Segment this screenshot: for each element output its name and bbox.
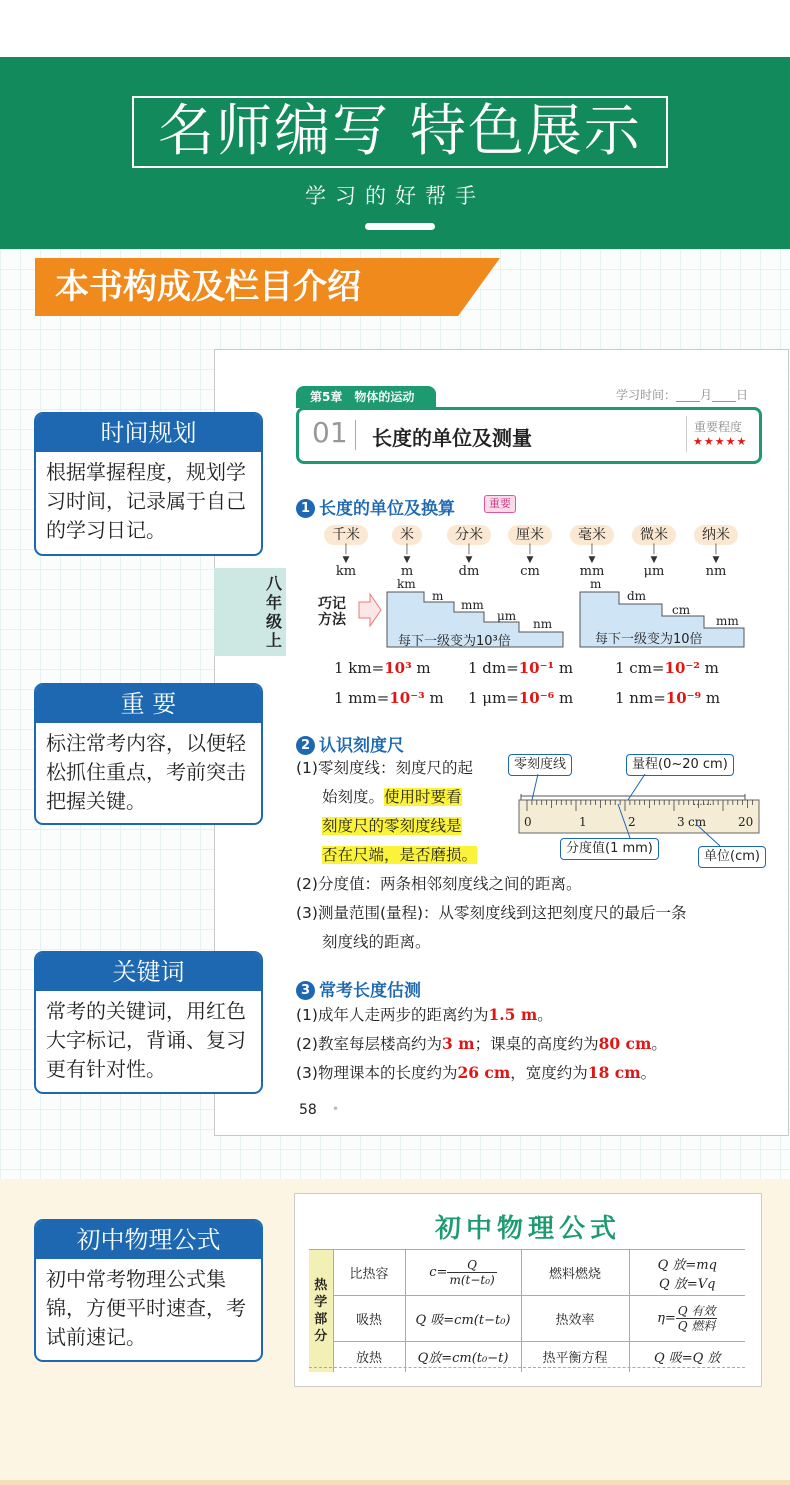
section-title: 本书构成及栏目介绍 bbox=[55, 267, 361, 307]
conversion: 1 nm=10⁻⁹ m bbox=[615, 689, 721, 707]
unit-cm bbox=[497, 524, 563, 579]
sec2-p3-line2: 刻度线的距离。 bbox=[322, 933, 431, 951]
unit-symbol: dm bbox=[458, 564, 480, 579]
importance-label: 重要程度 bbox=[694, 420, 743, 434]
down-arrow-icon: │ ▼ bbox=[403, 545, 411, 565]
down-arrow-icon: │ ▼ bbox=[712, 545, 720, 565]
unit-name: 微米 bbox=[632, 525, 676, 545]
lesson-separator bbox=[355, 420, 356, 450]
formula-name: 燃料燃烧 bbox=[521, 1250, 629, 1296]
stair-label: μm bbox=[497, 609, 517, 623]
label-box-time-plan bbox=[34, 412, 263, 556]
unit-symbol: m bbox=[400, 564, 414, 579]
sec2-p1-line4: 否在尺端，是否磨损。 bbox=[322, 846, 478, 864]
stair-note: 每下一级变为10³倍 bbox=[398, 634, 511, 649]
sec2-number-badge: 2 bbox=[296, 736, 315, 755]
conversion: 1 km=10³ m bbox=[334, 659, 431, 677]
stair-label: m bbox=[432, 589, 444, 603]
lesson-title: 长度的单位及测量 bbox=[372, 426, 532, 450]
sec3-title: 常考长度估测 bbox=[319, 981, 421, 1001]
banner-underline bbox=[365, 223, 435, 230]
sec3-heading bbox=[296, 976, 421, 1001]
stair-label: mm bbox=[461, 598, 484, 612]
stair-label: m bbox=[590, 577, 602, 591]
unit-symbol: cm bbox=[520, 564, 540, 579]
formula-name: 比热容 bbox=[333, 1250, 405, 1296]
unit-name: 毫米 bbox=[570, 525, 614, 545]
unit-name: 纳米 bbox=[694, 525, 738, 545]
unit-name: 千米 bbox=[324, 525, 368, 545]
chapter-tag: 第5章 物体的运动 bbox=[296, 386, 436, 408]
down-arrow-icon: │ ▼ bbox=[465, 545, 473, 565]
unit-name: 厘米 bbox=[508, 525, 552, 545]
memo-arrow-icon bbox=[358, 592, 382, 628]
importance-separator bbox=[686, 416, 687, 452]
label-box-text: 根据掌握程度，规划学习时间，记录属于自己的学习日记。 bbox=[46, 460, 246, 542]
page-number: 58 bbox=[299, 1102, 317, 1118]
unit-name: 分米 bbox=[447, 525, 491, 545]
stair-note: 每下一级变为10倍 bbox=[595, 632, 703, 647]
label-box-keywords bbox=[34, 951, 263, 1094]
formula-bottom-line bbox=[309, 1367, 745, 1368]
down-arrow-icon: │ ▼ bbox=[588, 545, 596, 565]
label-box-formulas bbox=[34, 1219, 263, 1362]
unit-km bbox=[313, 524, 379, 579]
stair-label: nm bbox=[533, 617, 553, 631]
ruler-label: 2 bbox=[628, 815, 636, 829]
formula-side-label: 热学部分 bbox=[309, 1250, 333, 1372]
stair-label: mm bbox=[716, 614, 739, 628]
unit-symbol: km bbox=[335, 564, 357, 579]
ruler-label: 0 bbox=[524, 815, 532, 829]
formula-cell: Q 放=mq Q 放=Vq bbox=[629, 1250, 745, 1296]
stair-label: dm bbox=[627, 589, 647, 603]
page-dot: • bbox=[332, 1102, 340, 1116]
ruler-dots: ...... bbox=[693, 797, 713, 808]
sec2-p3-line1: (3)测量范围(量程)：从零刻度线到这把刻度尺的最后一条 bbox=[296, 904, 687, 922]
formula-name: 热平衡方程 bbox=[521, 1342, 629, 1372]
formula-cell: Q 吸=cm(t−t₀) bbox=[405, 1296, 521, 1342]
label-box-title: 时间规划 bbox=[36, 414, 261, 452]
formula-title: 初中物理公式 bbox=[434, 1214, 621, 1244]
table-row bbox=[309, 1250, 745, 1296]
sec1-title: 长度的单位及换算 bbox=[319, 499, 455, 519]
study-time: 学习时间：____月____日 bbox=[616, 388, 749, 402]
unit-nm bbox=[683, 524, 749, 579]
unit-symbol: nm bbox=[705, 564, 727, 579]
sec2-p1-line2: 始刻度。使用时要看 bbox=[322, 788, 462, 806]
sec2-p1-line1: (1)零刻度线：刻度尺的起 bbox=[296, 759, 473, 777]
memo-label: 巧记方法 bbox=[318, 596, 346, 628]
table-row bbox=[309, 1296, 745, 1342]
ruler-label: 1 bbox=[579, 815, 587, 829]
banner-title: 名师编写 特色展示 bbox=[158, 99, 642, 164]
formula-table bbox=[309, 1249, 745, 1372]
callout-division: 分度值(1 mm) bbox=[560, 838, 659, 860]
grade-side-tab-text: 八年级上 bbox=[265, 574, 282, 650]
sec3-item: (3)物理课本的长度约为26 cm，宽度约为18 cm。 bbox=[296, 1063, 657, 1082]
conversion: 1 dm=10⁻¹ m bbox=[468, 659, 574, 677]
unit-m bbox=[374, 524, 440, 579]
unit-mm bbox=[559, 524, 625, 579]
sec3-item: (1)成年人走两步的距离约为1.5 m。 bbox=[296, 1005, 553, 1024]
down-arrow-icon: │ ▼ bbox=[342, 545, 350, 565]
important-tag: 重要 bbox=[484, 495, 516, 513]
formula-cell: Q放=cm(t₀−t) bbox=[405, 1342, 521, 1372]
label-box-text: 标注常考内容，以便轻松抓住重点，考前突击把握关键。 bbox=[46, 731, 246, 813]
formula-cell: η= $\frac{\text{Q 有效}}{\text{Q 燃料}}$ bbox=[629, 1296, 745, 1342]
formula-cell: c= $\frac{Q}{\text{m(t−t₀)}}$ bbox=[405, 1250, 521, 1296]
lower-strip bbox=[0, 1480, 790, 1485]
label-box-title: 关键词 bbox=[36, 953, 261, 991]
ruler-label: 20 bbox=[738, 815, 754, 829]
sec2-p2: (2)分度值：两条相邻刻度线之间的距离。 bbox=[296, 875, 582, 893]
top-margin bbox=[0, 0, 790, 57]
unit-um bbox=[621, 524, 687, 579]
label-box-title: 初中物理公式 bbox=[36, 1221, 261, 1259]
formula-name: 吸热 bbox=[333, 1296, 405, 1342]
stair-label: cm bbox=[672, 603, 691, 617]
banner-subtitle: 学习的好帮手 bbox=[305, 184, 485, 208]
callout-unit: 单位(cm) bbox=[698, 846, 766, 868]
importance-stars: ★★★★★ bbox=[693, 435, 748, 448]
label-box-important bbox=[34, 683, 263, 825]
sec3-number-badge: 3 bbox=[296, 981, 315, 1000]
sec2-p1-line3: 刻度尺的零刻度线是 bbox=[322, 817, 462, 835]
formula-name: 放热 bbox=[333, 1342, 405, 1372]
sec1-number-badge: 1 bbox=[296, 499, 315, 518]
formula-cell: Q 吸=Q 放 bbox=[629, 1342, 745, 1372]
conversion: 1 mm=10⁻³ m bbox=[334, 689, 444, 707]
unit-name: 米 bbox=[392, 525, 422, 545]
formula-name: 热效率 bbox=[521, 1296, 629, 1342]
sec2-title: 认识刻度尺 bbox=[319, 736, 404, 756]
sec1-heading bbox=[296, 494, 455, 519]
sec2-heading bbox=[296, 731, 404, 756]
conversion: 1 μm=10⁻⁶ m bbox=[468, 689, 574, 707]
lesson-number: 01 bbox=[312, 416, 348, 449]
callout-zero-line: 零刻度线 bbox=[508, 754, 572, 776]
ruler-label: cm bbox=[688, 815, 707, 829]
label-box-title: 重 要 bbox=[36, 685, 261, 723]
stair-label: km bbox=[397, 577, 416, 591]
unit-symbol: mm bbox=[579, 564, 605, 579]
callout-leader-lines bbox=[520, 774, 750, 850]
unit-symbol: μm bbox=[643, 564, 665, 579]
ruler-label: 3 bbox=[677, 815, 685, 829]
sec3-item: (2)教室每层楼高约为3 m；课桌的高度约为80 cm。 bbox=[296, 1034, 667, 1053]
label-box-text: 初中常考物理公式集锦，方便平时速查，考试前速记。 bbox=[46, 1267, 246, 1349]
conversion: 1 cm=10⁻² m bbox=[615, 659, 719, 677]
unit-dm bbox=[436, 524, 502, 579]
down-arrow-icon: │ ▼ bbox=[526, 545, 534, 565]
label-box-text: 常考的关键词，用红色大字标记，背诵、复习更有针对性。 bbox=[46, 999, 246, 1081]
down-arrow-icon: │ ▼ bbox=[650, 545, 658, 565]
callout-range: 量程(0~20 cm) bbox=[626, 754, 734, 776]
